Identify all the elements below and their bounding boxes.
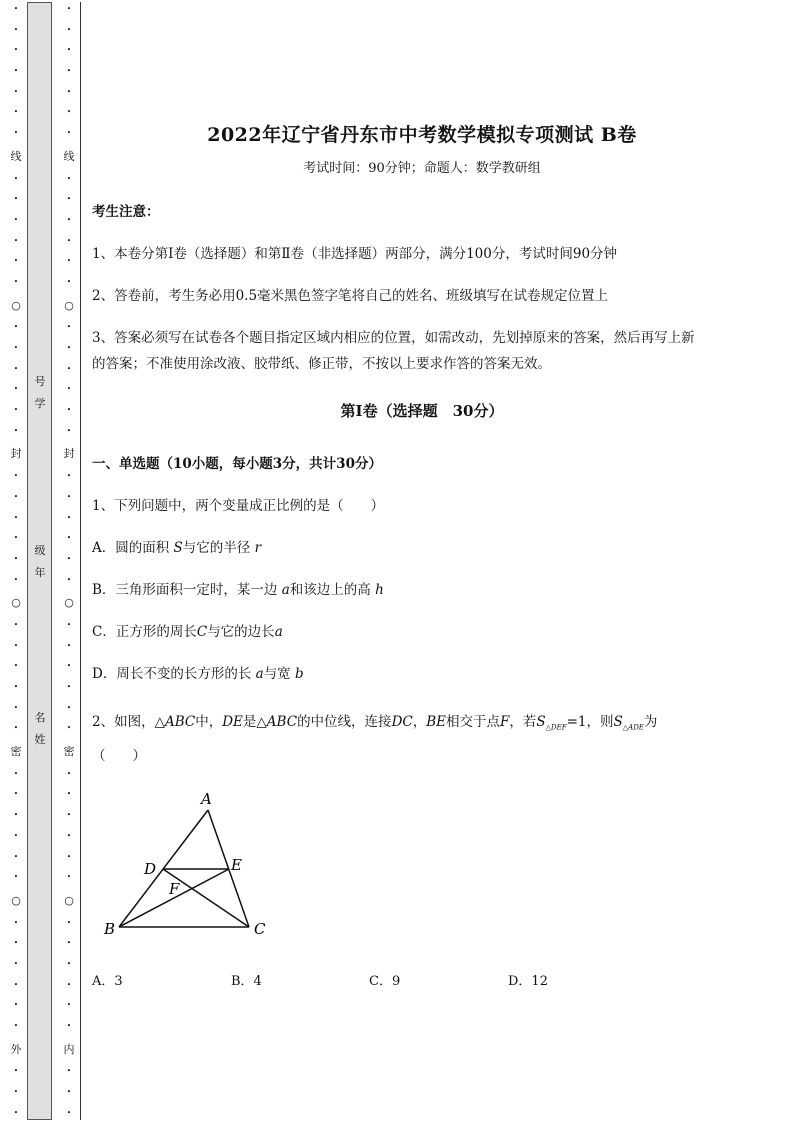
outer-dot: • [13, 980, 19, 989]
outer-dot: • [13, 959, 19, 968]
outer-dot: • [13, 323, 19, 332]
inner-dot: • [66, 554, 72, 563]
inner-mark: ○ [64, 893, 74, 907]
outer-mark: ○ [11, 298, 21, 312]
strip-label-xing: 姓 [34, 733, 46, 746]
inner-dot: • [66, 575, 72, 584]
inner-dot: • [66, 472, 72, 481]
outer-dot: • [13, 1001, 19, 1010]
segment-dc [163, 869, 249, 927]
inner-dot: • [66, 703, 72, 712]
outer-dot: • [13, 1108, 19, 1117]
page-title: 2022年辽宁省丹东市中考数学模拟专项测试 B卷 [207, 124, 637, 146]
outer-dot: • [13, 620, 19, 629]
page-subtitle: 考试时间：90分钟；命题人：数学教研组 [303, 161, 541, 176]
label-c: C [254, 920, 266, 938]
inner-dot: • [66, 831, 72, 840]
inner-dot: • [66, 385, 72, 394]
outer-dot: • [13, 1088, 19, 1097]
q2-option-c[interactable]: C．9 [369, 974, 401, 989]
outer-dot: • [13, 1022, 19, 1030]
inner-dot: • [66, 87, 72, 96]
q2-stem-line2: （ ） [92, 748, 146, 764]
outer-mark: 线 [10, 149, 22, 163]
outer-dot: • [13, 195, 19, 204]
outer-dot: • [13, 364, 19, 373]
outer-mark: 密 [10, 745, 22, 759]
outer-mark: 封 [10, 447, 22, 461]
inner-dot: • [66, 5, 72, 13]
outer-dot: • [13, 769, 19, 778]
q2-option-d[interactable]: D．12 [508, 974, 548, 989]
inner-dot: • [66, 641, 72, 650]
inner-dot: • [66, 769, 72, 778]
inner-dot: • [66, 620, 72, 629]
inner-dot: • [66, 215, 72, 224]
inner-dot: • [66, 236, 72, 245]
strip-label-nian: 年 [34, 566, 46, 579]
inner-mark: 密 [63, 745, 75, 759]
outer-dot: • [13, 257, 19, 266]
triangle-figure [92, 785, 292, 945]
label-f: F [169, 880, 180, 898]
inner-dot: • [66, 492, 72, 501]
outer-dot: • [13, 108, 19, 117]
inner-mark: ○ [64, 298, 74, 312]
outer-dot: • [13, 575, 19, 584]
outer-dot: • [13, 215, 19, 224]
q1-option-b: B．三角形面积一定时，某一边 a和该边上的高 h [92, 582, 384, 598]
inner-dot: • [66, 1088, 72, 1097]
label-e: E [231, 856, 242, 874]
inner-mark: 内 [63, 1042, 75, 1056]
inner-dot: • [66, 873, 72, 882]
inner-mark: ○ [64, 596, 74, 610]
inner-dot: • [66, 25, 72, 34]
outer-dot: • [13, 129, 19, 138]
strip-label-ming: 名 [34, 711, 46, 724]
outer-dot: • [13, 873, 19, 882]
label-d: D [144, 860, 157, 878]
outer-dot: • [13, 174, 19, 183]
inner-dot: • [66, 195, 72, 204]
q1-option-c: C．正方形的周长C与它的边长a [92, 624, 283, 640]
outer-mark: 外 [10, 1042, 22, 1056]
outer-dot: • [13, 67, 19, 76]
outer-dot: • [13, 385, 19, 394]
inner-dot: • [66, 426, 72, 435]
inner-mark: 封 [63, 447, 75, 461]
inner-dot: • [66, 323, 72, 332]
outer-dot: • [13, 703, 19, 712]
outer-dot: • [13, 790, 19, 799]
outer-dot: • [13, 554, 19, 563]
outer-dot: • [13, 406, 19, 415]
binding-inner-column [57, 0, 81, 1123]
inner-dot: • [66, 67, 72, 76]
inner-dot: • [66, 257, 72, 266]
outer-mark: ○ [11, 596, 21, 610]
inner-dot: • [66, 108, 72, 117]
label-b: B [104, 920, 116, 938]
inner-dot: • [66, 1108, 72, 1117]
outer-dot: • [13, 5, 19, 13]
q2-option-b[interactable]: B．4 [231, 974, 262, 989]
outer-dot: • [13, 87, 19, 96]
inner-dot: • [66, 939, 72, 948]
notice-item-3-cont: 的答案；不准使用涂改液、胶带纸、修正带，不按以上要求作答的答案无效。 [92, 356, 551, 372]
inner-dot: • [66, 129, 72, 138]
outer-dot: • [13, 662, 19, 671]
binding-info-strip [27, 2, 52, 1120]
notice-heading: 考生注意： [92, 204, 160, 220]
outer-dot: • [13, 344, 19, 352]
strip-label-ji: 级 [34, 544, 46, 557]
outer-dot: • [13, 46, 19, 55]
inner-dot: • [66, 1001, 72, 1010]
inner-dot: • [66, 790, 72, 799]
outer-dot: • [13, 472, 19, 481]
outer-dot: • [13, 683, 19, 691]
outer-dot: • [13, 277, 19, 286]
section-title: 第I卷（选择题 30分） [340, 402, 504, 420]
notice-item-1: 1、本卷分第I卷（选择题）和第Ⅱ卷（非选择题）两部分，满分100分，考试时间90分钟 [92, 246, 618, 262]
strip-label-hao: 号 [34, 375, 46, 388]
inner-dot: • [66, 46, 72, 55]
inner-dot: • [66, 683, 72, 691]
outer-dot: • [13, 534, 19, 543]
inner-dot: • [66, 959, 72, 968]
notice-item-3: 3、答案必须写在试卷各个题目指定区域内相应的位置，如需改动，先划掉原来的答案，然后再写上新 [92, 330, 695, 346]
inner-dot: • [66, 406, 72, 415]
outer-dot: • [13, 918, 19, 927]
inner-dot: • [66, 918, 72, 927]
inner-dot: • [66, 174, 72, 183]
outer-dot: • [13, 492, 19, 501]
outer-mark: ○ [11, 893, 21, 907]
inner-mark: 线 [63, 149, 75, 163]
outer-dot: • [13, 426, 19, 435]
inner-dot: • [66, 662, 72, 671]
inner-dot: • [66, 534, 72, 543]
inner-dot: • [66, 1067, 72, 1076]
outer-dot: • [13, 641, 19, 650]
outer-dot: • [13, 1067, 19, 1076]
outer-dot: • [13, 724, 19, 733]
label-a: A [201, 790, 212, 808]
binding-outer-column [4, 0, 28, 1123]
part-heading: 一、单选题（10小题，每小题3分，共计30分） [92, 456, 382, 472]
inner-dot: • [66, 344, 72, 352]
outer-dot: • [13, 236, 19, 245]
notice-item-2: 2、答卷前，考生务必用0.5毫米黑色签字笔将自己的姓名、班级填写在试卷规定位置上 [92, 288, 609, 304]
q2-stem: 2、如图，△ABC中，DE是△ABC的中位线，连接DC，BE相交于点F，若$S_{\triangle DEF}=1$，则$S_{\triangle ADE}$为 [92, 714, 658, 732]
outer-dot: • [13, 513, 19, 522]
q2-option-a[interactable]: A．3 [92, 974, 123, 989]
outer-dot: • [13, 939, 19, 948]
inner-dot: • [66, 1022, 72, 1030]
inner-dot: • [66, 364, 72, 373]
segment-be [119, 869, 229, 927]
q1-option-a: A．圆的面积 S与它的半径 r [92, 540, 262, 556]
inner-dot: • [66, 852, 72, 861]
inner-dot: • [66, 513, 72, 522]
inner-dot: • [66, 724, 72, 733]
q1-option-d: D．周长不变的长方形的长 a与宽 b [92, 666, 304, 682]
inner-dot: • [66, 980, 72, 989]
q1-stem: 1、下列问题中，两个变量成正比例的是（ ） [92, 498, 385, 514]
outer-dot: • [13, 811, 19, 820]
outer-dot: • [13, 831, 19, 840]
inner-dot: • [66, 811, 72, 820]
strip-label-xue: 学 [34, 397, 46, 410]
outer-dot: • [13, 852, 19, 861]
outer-dot: • [13, 25, 19, 34]
inner-dot: • [66, 277, 72, 286]
